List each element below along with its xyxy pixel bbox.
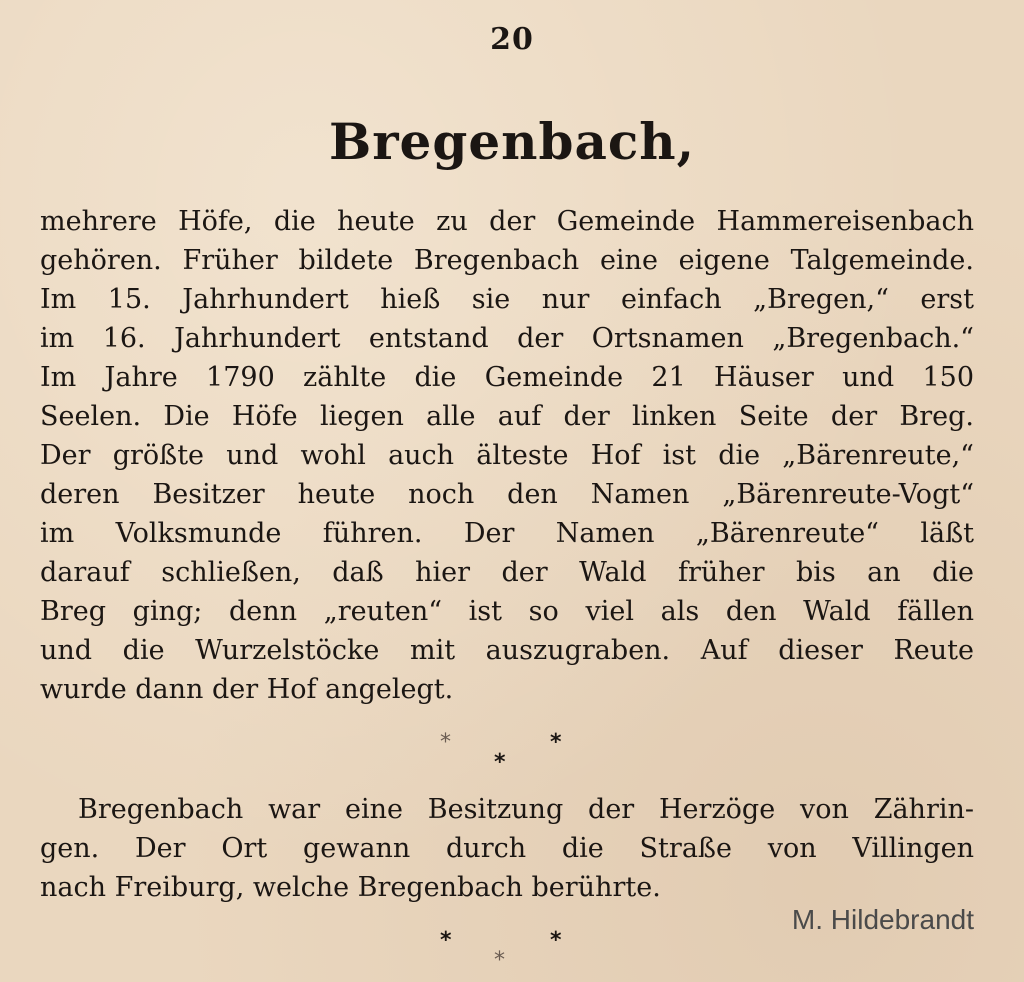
star-glyph: * [550,730,562,755]
star-glyph: * [494,750,506,775]
page-number: 20 [490,22,534,57]
text-line: gen. Der Ort gewann durch die Straße von Villingen [40,833,974,864]
photo-credit: M. Hildebrandt [791,904,974,935]
text-line: nach Freiburg, welche Bregenbach berührte. [40,872,661,903]
text-line: wurde dann der Hof angelegt. [40,674,454,705]
text-line: Der größte und wohl auch älteste Hof ist die „Bärenreute,“ [40,440,974,471]
text-line: darauf schließen, daß hier der Wald früher bis an die [40,557,974,588]
text-line: deren Besitzer heute noch den Namen „Bärenreute-Vogt“ [40,479,974,510]
text-line: Seelen. Die Höfe liegen alle auf der linken Seite der Breg. [40,401,974,432]
text-line: mehrere Höfe, die heute zu der Gemeinde Hammereisenbach [40,206,974,237]
text-line: Im Jahre 1790 zählte die Gemeinde 21 Häuser und 150 [40,362,974,393]
section-separator [0,928,1024,973]
text-line: im Volksmunde führen. Der Namen „Bärenreute“ läßt [40,518,974,549]
text-line: im 16. Jahrhundert entstand der Ortsnamen „Bregenbach.“ [40,323,974,354]
text-line: gehören. Früher bildete Bregenbach eine eigene Talgemeinde. [40,245,974,276]
text-line: Bregenbach war eine Besitzung der Herzöge von Zährin- [78,794,974,825]
star-glyph: * [550,928,562,953]
star-glyph: * [494,948,505,973]
page-title: Bregenbach, [328,112,696,171]
star-glyph: * [440,730,451,755]
text-line: und die Wurzelstöcke mit auszugraben. Auf dieser Reute [40,635,974,666]
star-glyph: * [440,928,452,953]
text-line: Breg ging; denn „reuten“ ist so viel als den Wald fällen [40,596,974,627]
section-separator [0,730,1024,775]
text-line: Im 15. Jahrhundert hieß sie nur einfach „Bregen,“ erst [40,284,974,315]
